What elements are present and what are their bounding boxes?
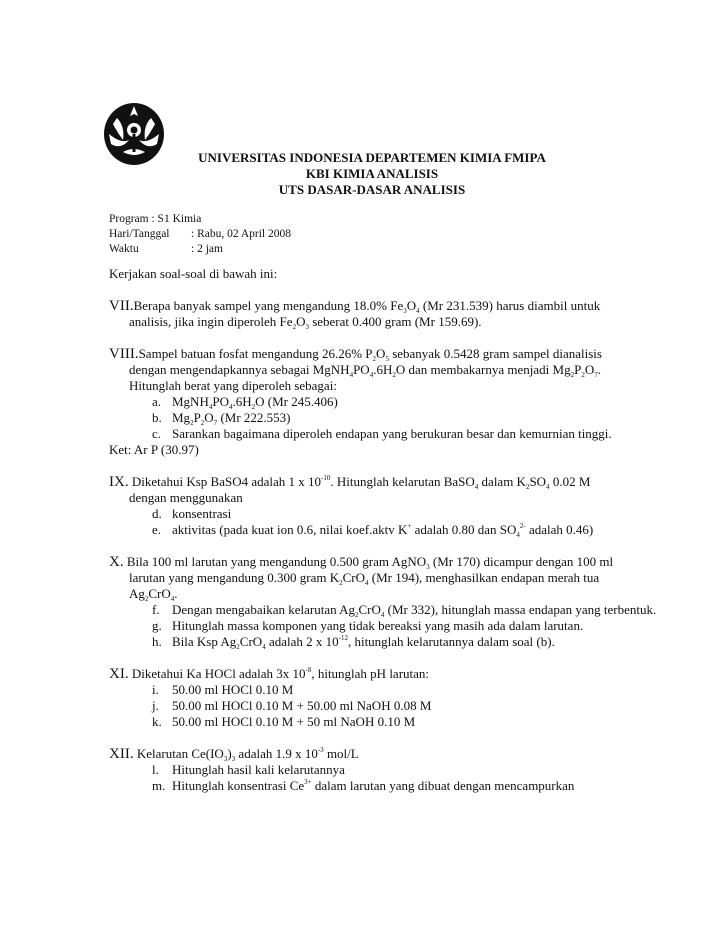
item-text: Hitunglah massa komponen yang tidak bereaksi yang masih ada dalam larutan. [172,618,584,633]
info-row-time [109,242,291,257]
item-text: adalah 2 x 10 [265,634,339,649]
q8-sub: 2 [251,403,256,411]
item-text: O [204,410,214,425]
question-10 [109,554,669,650]
q10-sub: 4 [262,643,266,651]
q8-sub: 7 [213,419,218,427]
item-text: adalah 0.80 dan SO [411,522,517,537]
info-program: Program : S1 Kimia [109,213,202,225]
item-text: Sarankan bagaimana diperoleh endapan yang berukuran besar dan kemurnian tinggi. [172,426,612,441]
q8-text: Sampel batuan fosfat mengandung 26.26% P [138,346,373,361]
q9-text: Diketahui Ksp BaSO4 adalah 1 x 10 [128,474,322,489]
q9-sub: 4 [516,531,520,539]
header-exam: UTS DASAR-DASAR ANALISIS [278,182,466,197]
item-letter: d. [152,506,162,521]
item-text: PO [212,394,229,409]
q8-sub: 2 [200,419,205,427]
item-text: Dengan mengabaikan kelarutan Ag [172,602,356,617]
info-date-label: Hari/Tanggal [109,228,170,240]
q8-text: O [584,362,595,377]
q10-text: Bila 100 ml larutan yang mengandung 0.500 gram AgNO [123,554,427,569]
q8-sub: 2 [392,371,396,379]
item-text: dalam larutan yang dibuat dengan mencampurkan [311,778,575,793]
q11-text: Diketahui Ka HOCl adalah 3x 10 [128,666,306,681]
item-letter: j. [152,698,159,713]
q8-sub: 2 [190,419,194,427]
q8-text: .6H [373,362,393,377]
q10-text: Ag [129,586,145,601]
q10-item-g [109,618,669,634]
q11-item-k [109,714,669,730]
item-text: , hitunglah kelarutannya dalam soal (b). [347,634,555,649]
question-12 [109,746,669,794]
q8-sub: 4 [208,403,213,411]
q12-text: ) [227,746,232,761]
q10-text: larutan yang mengandung 0.300 gram K [129,570,340,585]
q8-sub: 4 [349,371,354,379]
q12-item-m [109,778,669,794]
info-row-date [109,227,291,242]
q8-text: PO [353,362,370,377]
q8-text: P [574,362,582,377]
q9-number: IX. [109,474,129,490]
q9-text: dalam K [478,474,526,489]
q11-item-j [109,698,669,714]
item-text: aktivitas (pada kuat ion 0.6, nilai koef.aktv K [172,522,408,537]
item-text: O (Mr 245.406) [255,394,338,409]
item-text: MgNH [172,394,209,409]
item-text: .6H [232,394,252,409]
q11-sup: -8 [305,666,312,674]
q8-text: . [597,362,601,377]
exam-body [109,266,669,794]
q7-number: VII. [109,298,134,314]
q7-text: analisis, jika ingin diperoleh Fe [129,314,293,329]
item-text: Hitunglah konsentrasi Ce [172,778,305,793]
q9-sup: 2- [519,522,526,530]
question-8 [109,346,669,458]
q10-text: CrO [148,586,171,601]
item-text: Mg [172,410,191,425]
q8-item-c [109,426,669,442]
q8-text: Hitunglah berat yang diperoleh sebagai: [129,378,337,393]
q9-text: dengan menggunakan [129,490,243,505]
q7-sub: 2 [292,323,297,331]
q8-note: Ket: Ar P (30.97) [109,442,199,457]
q12-sub: 3 [223,755,228,763]
info-time-label: Waktu [109,243,139,255]
info-date-value: : Rabu, 02 April 2008 [191,228,291,240]
q10-sub: 2 [339,579,343,587]
q8-text: O [376,346,386,361]
q12-text: adalah 1.9 x 10 [235,746,318,761]
q12-sup: -3 [317,746,324,754]
q8-sub: 7 [594,371,598,379]
q8-number: VIII. [109,346,139,362]
item-text: (Mr 222.553) [217,410,291,425]
info-row-program [109,212,291,227]
q11-item-i [109,682,669,698]
q11-text: , hitunglah pH larutan: [311,666,430,681]
q10-text: CrO [342,570,366,585]
q8-sub: 2 [372,355,377,363]
item-letter: e. [152,522,162,537]
item-text: P [193,410,201,425]
q10-sub: 4 [380,611,385,619]
q9-text: . Hitunglah kelarutan BaSO [330,474,475,489]
q9-item-d [109,506,669,522]
q8-text: dengan mengendapkannya sebagai MgNH [129,362,350,377]
q12-sup: 3+ [304,778,312,786]
q7-text: Berapa banyak sampel yang mengandung 18.0% Fe [133,298,404,313]
q10-item-f [109,602,669,618]
item-text: konsentrasi [172,506,232,521]
item-letter: h. [152,634,162,649]
q10-text: . [174,586,178,601]
q12-sub: 3 [231,755,236,763]
item-letter: g. [152,618,162,633]
q7-text: O [296,314,306,329]
q8-sub: 4 [228,403,233,411]
item-text: 50.00 ml HOCl 0.10 M + 50 ml NaOH 0.10 M [172,714,416,729]
q8-item-a [109,394,669,410]
item-letter: m. [152,778,166,793]
question-7 [109,298,669,330]
header-course: KBI KIMIA ANALISIS [305,166,439,181]
item-letter: f. [152,602,160,617]
q9-sub: 4 [474,483,479,491]
item-letter: k. [152,714,162,729]
q10-text: (Mr 170) dicampur dengan 100 ml [429,554,614,569]
q7-sub: 4 [416,307,420,315]
q12-number: XII. [109,746,134,762]
q9-sup: -10 [321,474,331,482]
item-text: 50.00 ml HOCl 0.10 M + 50.00 ml NaOH 0.08 M [172,698,432,713]
question-11 [109,666,669,730]
info-time-value: : 2 jam [191,243,223,255]
q12-text: Kelarutan Ce(IO [133,746,224,761]
q9-sup: + [407,522,412,530]
q10-sup: -12 [338,634,348,642]
q7-text: O [406,298,417,313]
q8-sub: 4 [369,371,374,379]
q10-sub: 2 [355,611,359,619]
item-text: adalah 0.46) [525,522,594,537]
q10-sub: 2 [236,643,240,651]
item-text: CrO [239,634,263,649]
q10-sub: 4 [365,579,369,587]
q8-sub: 5 [385,355,389,363]
q8-sub: 2 [581,371,585,379]
item-letter: b. [152,410,162,425]
q9-text: 0.02 M [549,474,591,489]
item-text: CrO [358,602,381,617]
q9-item-e [109,522,669,538]
header-university: UNIVERSITAS INDONESIA DEPARTEMEN KIMIA FMIPA [198,150,546,165]
q12-text: mol/L [323,746,359,761]
q9-sub: 2 [525,483,530,491]
q7-text: seberat 0.400 gram (Mr 159.69). [308,314,482,329]
q8-text: sebanyak 0.5428 gram sampel dianalisis [388,346,602,361]
q7-sub: 3 [403,307,407,315]
item-text: Hitunglah hasil kali kelarutannya [172,762,345,777]
item-letter: l. [152,762,159,777]
q11-number: XI. [109,666,129,682]
q7-sub: 3 [305,323,309,331]
q10-sub: 3 [426,563,430,571]
item-letter: c. [152,426,162,441]
q10-number: X. [109,554,124,570]
q10-text: (Mr 194), menghasilkan endapan merah tua [368,570,600,585]
item-text: (Mr 332), hitunglah massa endapan yang terbentuk. [384,602,657,617]
item-text: 50.00 ml HOCl 0.10 M [172,682,294,697]
instruction: Kerjakan soal-soal di bawah ini: [109,266,278,281]
q8-text: O dan membakarnya menjadi Mg [395,362,571,377]
q8-item-b [109,410,669,426]
q10-sub: 2 [144,595,149,603]
item-letter: a. [152,394,162,409]
exam-info [109,212,291,257]
q7-text: (Mr 231.539) harus diambil untuk [419,298,601,313]
q12-item-l [109,762,669,778]
item-text: Bila Ksp Ag [172,634,237,649]
q10-item-h [109,634,669,650]
q9-text: SO [529,474,547,489]
q9-sub: 4 [546,483,550,491]
q10-sub: 4 [170,595,175,603]
question-9 [109,474,669,538]
document-header [0,150,728,198]
item-letter: i. [152,682,159,697]
q8-sub: 2 [570,371,575,379]
